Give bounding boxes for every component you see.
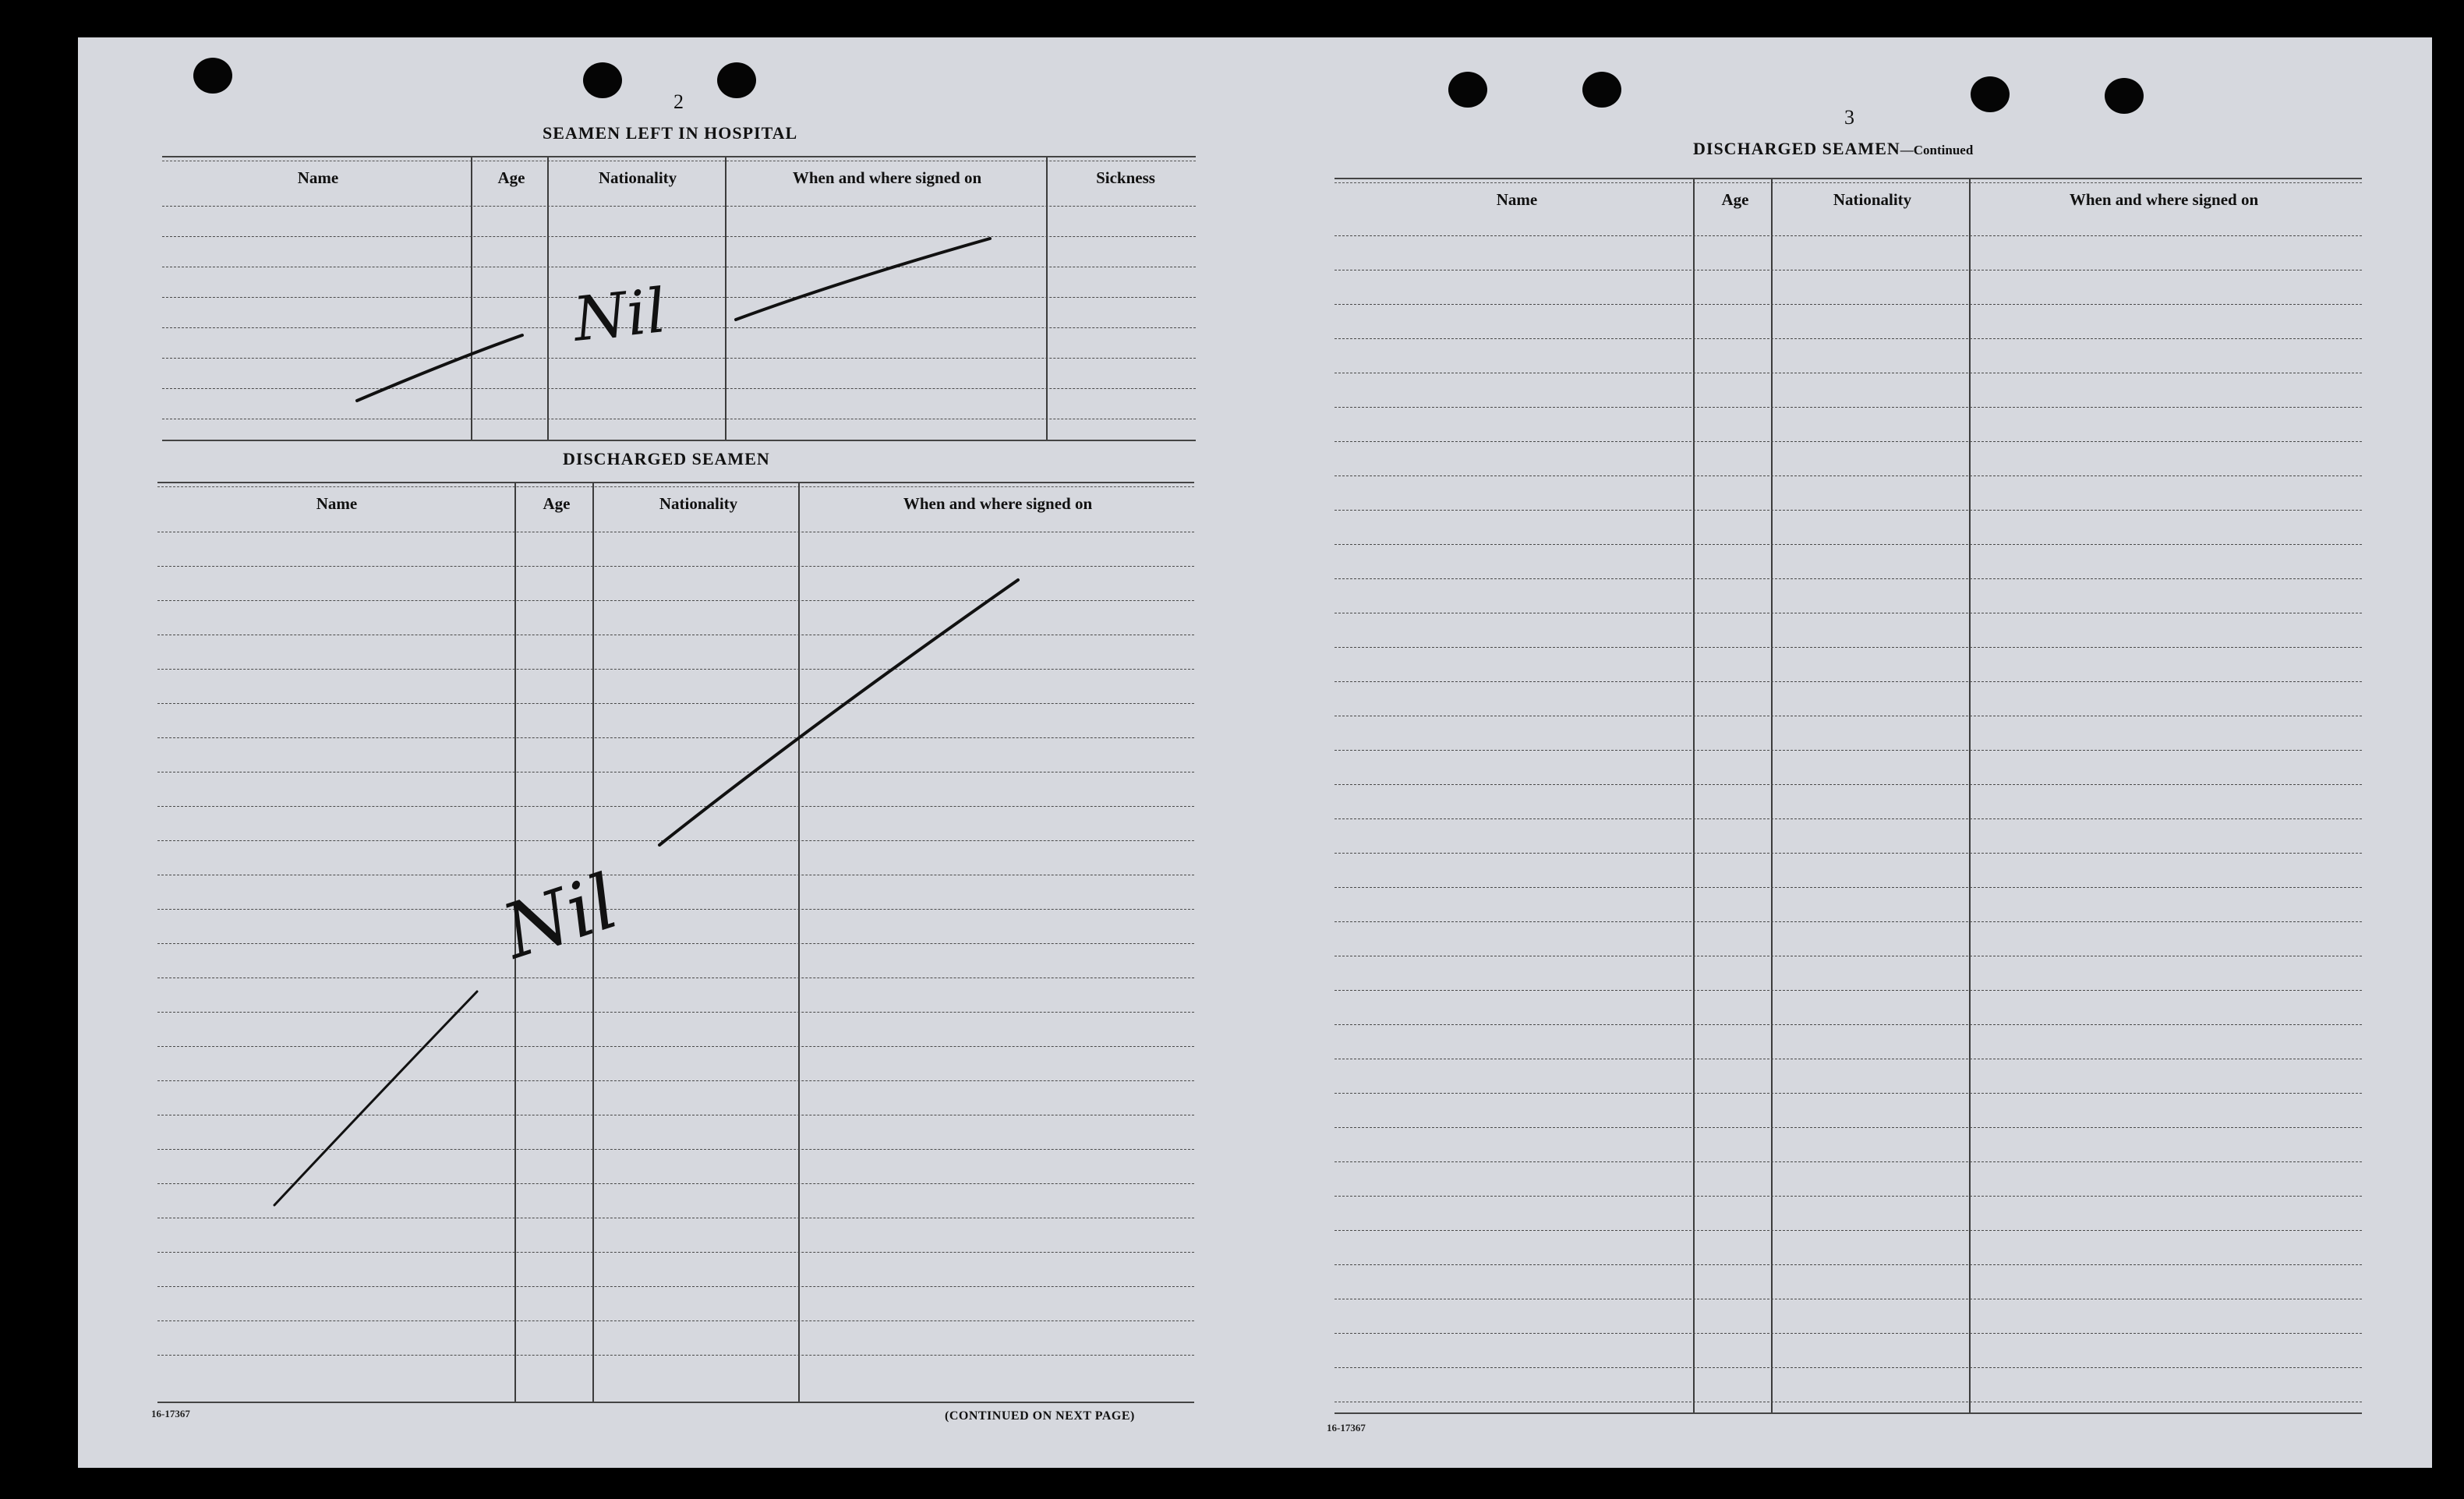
col-header-nationality: Nationality xyxy=(598,168,677,187)
ruled-line xyxy=(1335,407,2362,408)
col-header-signed-on: When and where signed on xyxy=(903,494,1093,513)
ruled-line xyxy=(1335,441,2362,442)
ruled-line xyxy=(1335,1196,2362,1197)
ruled-line xyxy=(157,1320,1194,1321)
ruled-line xyxy=(1335,818,2362,819)
punch-hole xyxy=(583,62,622,98)
ruled-line xyxy=(157,840,1194,841)
ruled-line xyxy=(157,1149,1194,1150)
ruled-line xyxy=(1335,1230,2362,1231)
hospital-table xyxy=(162,156,1196,441)
ruled-line xyxy=(162,327,1196,328)
col-header-signed-on: When and where signed on xyxy=(2069,190,2259,209)
ruled-line xyxy=(1335,1264,2362,1265)
ruled-line xyxy=(162,297,1196,298)
ruled-line xyxy=(1335,544,2362,545)
discharged-table xyxy=(157,482,1194,1403)
ruled-rows xyxy=(157,483,1194,1402)
ruled-line xyxy=(1335,1161,2362,1162)
hospital-section-title: SEAMEN LEFT IN HOSPITAL xyxy=(543,123,798,143)
ruled-line xyxy=(157,703,1194,704)
ruled-line xyxy=(157,600,1194,601)
ruled-line xyxy=(157,669,1194,670)
right-title-main: DISCHARGED SEAMEN xyxy=(1693,139,1900,158)
ruled-line xyxy=(1335,750,2362,751)
col-header-signed-on: When and where signed on xyxy=(792,168,982,187)
col-header-nationality: Nationality xyxy=(1833,190,1912,209)
col-header-nationality: Nationality xyxy=(659,494,738,513)
right-title-suffix: —Continued xyxy=(1900,143,1974,157)
punch-hole xyxy=(1582,72,1621,108)
ruled-line xyxy=(1335,681,2362,682)
page-number-right: 3 xyxy=(1844,106,1854,129)
ruled-line xyxy=(1335,853,2362,854)
ruled-line xyxy=(157,1080,1194,1081)
ruled-rows xyxy=(1335,179,2362,1412)
form-number-right: 16-17367 xyxy=(1327,1422,1366,1434)
ruled-line xyxy=(157,1012,1194,1013)
ruled-line xyxy=(162,206,1196,207)
col-header-age: Age xyxy=(497,168,525,187)
ruled-line xyxy=(157,566,1194,567)
form-number-left: 16-17367 xyxy=(151,1408,190,1419)
page-number-left: 2 xyxy=(673,90,684,113)
punch-hole xyxy=(1448,72,1487,108)
ruled-line xyxy=(162,388,1196,389)
ruled-line xyxy=(1335,235,2362,236)
ruled-line xyxy=(1335,921,2362,922)
col-header-name: Name xyxy=(316,494,358,513)
punch-hole xyxy=(1971,76,2010,112)
ruled-line xyxy=(157,1046,1194,1047)
ruled-line xyxy=(1335,887,2362,888)
ruled-line xyxy=(1335,784,2362,785)
col-header-age: Age xyxy=(1721,190,1749,209)
col-header-name: Name xyxy=(297,168,339,187)
ruled-line xyxy=(1335,1093,2362,1094)
ruled-line xyxy=(157,909,1194,910)
ruled-line xyxy=(157,806,1194,807)
ruled-line xyxy=(157,737,1194,738)
handwritten-nil-hospital: Nil xyxy=(570,276,670,355)
ruled-line xyxy=(1335,1024,2362,1025)
punch-hole xyxy=(193,58,232,94)
ruled-line xyxy=(162,358,1196,359)
punch-hole xyxy=(717,62,756,98)
punch-hole xyxy=(2105,78,2144,114)
discharged-continued-table xyxy=(1335,178,2362,1414)
continued-note: (CONTINUED ON NEXT PAGE) xyxy=(945,1409,1135,1423)
ruled-line xyxy=(157,943,1194,944)
col-header-age: Age xyxy=(543,494,571,513)
ruled-line xyxy=(1335,304,2362,305)
handwritten-nil-discharged: Nil xyxy=(493,857,628,976)
ruled-line xyxy=(1335,1127,2362,1128)
right-section-title xyxy=(1693,139,1973,159)
col-header-name: Name xyxy=(1496,190,1538,209)
ruled-line xyxy=(1335,338,2362,339)
ruled-rows xyxy=(162,157,1196,440)
ruled-line xyxy=(157,1183,1194,1184)
ruled-line xyxy=(1335,990,2362,991)
discharged-section-title: DISCHARGED SEAMEN xyxy=(563,449,770,468)
ruled-line xyxy=(1335,578,2362,579)
ruled-line xyxy=(1335,647,2362,648)
ruled-line xyxy=(157,1286,1194,1287)
ruled-line xyxy=(1335,1367,2362,1368)
ruled-line xyxy=(1335,510,2362,511)
ruled-line xyxy=(1335,1333,2362,1334)
ruled-line xyxy=(162,236,1196,237)
ruled-line xyxy=(157,1252,1194,1253)
col-header-sickness: Sickness xyxy=(1096,168,1155,187)
ruled-line xyxy=(157,1355,1194,1356)
